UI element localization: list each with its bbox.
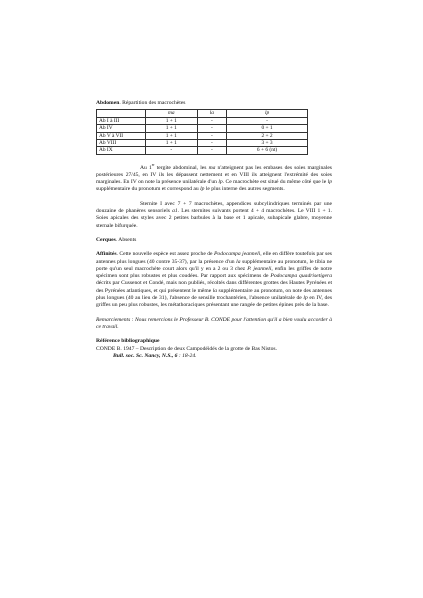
- text-run: Au 1: [140, 164, 152, 171]
- text-run: décrits par Cussenot et Condé, mais non publiés, récoltés dans différentes grottes des Hautes Pyrénées et des Pyrénées atlantiques, et qui présentent le même: [96, 280, 332, 294]
- table-cell: 1 + 1: [146, 139, 198, 146]
- table-cell: Ab VIII: [97, 139, 146, 146]
- abdomen-subtitle: . Répartition des macrochètes: [119, 100, 186, 106]
- table-row: [97, 132, 308, 139]
- table-cell: Ab IV: [97, 125, 146, 132]
- species-name: P. jeanneli: [247, 265, 272, 272]
- italic-term: ma: [208, 164, 216, 171]
- italic-term: lp: [327, 179, 332, 186]
- abdomen-paragraph-tergites: [96, 162, 332, 194]
- table-header-cell: lp: [227, 110, 308, 117]
- table-row: [97, 117, 308, 124]
- reference-section: [96, 338, 332, 360]
- table-row: [97, 139, 308, 146]
- table-cell: 6 + 6 (nt): [227, 147, 308, 154]
- text-run: . Ce macrochète est situé du même côté que le: [222, 179, 328, 186]
- reference-journal-line: [96, 353, 332, 360]
- italic-term: lp: [218, 179, 223, 186]
- affinites-paragraph: [96, 251, 332, 309]
- text-run: . Absents: [115, 236, 137, 243]
- table-cell: Ab I à III: [97, 117, 146, 124]
- italic-term: la: [212, 287, 218, 294]
- italic-term: lp: [303, 295, 308, 302]
- text-run: , enfin les griffes de notre spécimen sont plus robustes et plus coudées. Par rapport aux spécimens de: [96, 265, 333, 280]
- species-name: Podocampa quadrisetigera: [270, 273, 332, 280]
- table-cell: -: [227, 117, 308, 124]
- text-run: supplémentaire au pronotum, on note des antennes plus longues (40 au lieu de 31), l'absence de sensille trochantérien, l'absence unilatérale de: [96, 287, 332, 302]
- abdomen-heading-line: [96, 100, 332, 107]
- text-run: le plus interne des autres segments.: [204, 186, 285, 193]
- table-cell: -: [146, 147, 198, 154]
- text-run: supplémentaire du pronotum et correspond au: [96, 186, 201, 193]
- reference-heading: Référence bibliographique: [96, 338, 160, 345]
- text-run: n'atteignent pas les embases des soies marginales postérieures 27/45, en IV ils les dépassent nettement et en VIII ils atteignent l'extrémité des soies marginales. En IV on note la présence unilatérale d'un: [96, 164, 332, 186]
- table-cell: -: [197, 147, 226, 154]
- affinites-heading: Affinités: [96, 251, 117, 258]
- italic-term: la: [236, 258, 241, 265]
- table-header-cell: ma: [146, 110, 198, 117]
- text-run: tergite abdominal, les: [154, 164, 209, 171]
- table-row: [97, 125, 308, 132]
- abdomen-paragraph-sternites: [96, 201, 332, 230]
- table-header-cell: la: [197, 110, 226, 117]
- table-cell: -: [197, 139, 226, 146]
- macrochete-table: [96, 109, 308, 154]
- page-range: : 18-24.: [177, 352, 197, 359]
- table-cell: 2 + 2: [227, 132, 308, 139]
- table-cell: 1 + 1: [146, 132, 198, 139]
- table-cell: -: [197, 125, 226, 132]
- text-run: Sternite I avec 7 + 7 macrochètes, appendices subcylindriques terminés par une douzaine de phanères sensoriels: [96, 200, 332, 215]
- italic-term: a1: [172, 208, 178, 215]
- table-cell: -: [197, 132, 226, 139]
- table-row: [97, 147, 308, 154]
- reference-line: CONDE B. 1947 – Description de deux Campodéidés de la grotte de Bas Nistos.: [96, 345, 277, 352]
- table-cell: Ab V à VII: [97, 132, 146, 139]
- table-cell: 3 + 3: [227, 139, 308, 146]
- species-name: Podocampa jeanneli: [214, 251, 261, 258]
- table-cell: 0 + 1: [227, 125, 308, 132]
- table-header-cell: [97, 110, 146, 117]
- table-cell: -: [197, 117, 226, 124]
- cerques-heading: Cerques: [96, 236, 116, 243]
- superscript: er: [151, 162, 155, 167]
- text-run: , elle en diffère toutefois par ses antennes plus longues (40 contre 35-37), par la présence d'un: [96, 251, 332, 265]
- table-cell: Ab IX: [97, 147, 146, 154]
- acknowledgements: Remarciements : Nous remercions le Professeur B. CONDE pour l'attention qu'il a bien voulu accorder à ce travail.: [96, 316, 332, 330]
- table-cell: 1 + 1: [146, 125, 198, 132]
- text-run: supplémentaire au pronotum, le tibia ne porte qu'un seul macrochète court alors qu'il y en a 2 ou 3 chez: [96, 258, 332, 272]
- text-run: en IV, des griffes un peu plus robustes, les métathoraciques présentant une rangée de petites épines près de la base.: [96, 295, 332, 309]
- abdomen-heading: Abdomen: [96, 100, 120, 106]
- table-header-row: [97, 110, 308, 117]
- text-run: . Cette nouvelle espèce est assez proche de: [116, 251, 214, 258]
- text-run: . Les sternites suivants portent 4 + 4 macrochètes. Le VIII 1 + 1. Soies apicales des styles avec 2 petites barbules à la base et 1 apicale, subapicale glabre, moyenne sternale bifurquée.: [96, 208, 332, 229]
- cerques-paragraph: [96, 237, 332, 244]
- journal-name: Bull. soc. Sc. Nancy, N.S., 6: [113, 352, 178, 359]
- page-content: [96, 100, 332, 360]
- italic-term: lp: [200, 186, 205, 193]
- table-cell: 1 + 1: [146, 117, 198, 124]
